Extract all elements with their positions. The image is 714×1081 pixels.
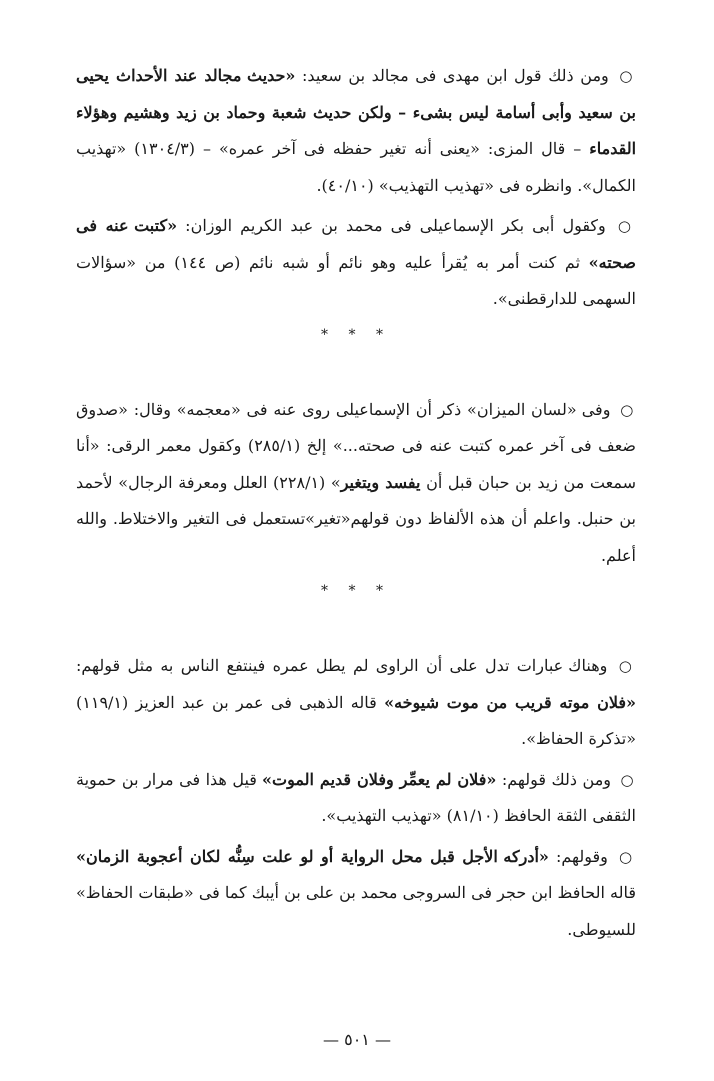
paragraph-text: » (٢٢٨/١) العلل ومعرفة الرجال» لأحمد بن حنبل. واعلم أن هذه الألفاظ دون قولهم«تغير»تستعمل فى التغير والاختلاط. والله أعلم. bbox=[76, 472, 637, 565]
circle-bullet-icon: ○ bbox=[619, 67, 634, 85]
paragraph-4 bbox=[76, 648, 636, 758]
paragraph-text: ثم كنت أمر به يُقرأ عليه وهو نائم أو شبه نائم (ص ١٤٤) من «سؤالات السهمى للدارقطنى». bbox=[76, 252, 636, 308]
circle-bullet-icon: ○ bbox=[620, 770, 635, 789]
paragraph-1 bbox=[76, 58, 636, 204]
paragraph-bold-quote: «فلان موته قريب من موت شيوخه» bbox=[384, 692, 637, 712]
paragraph-text: وهناك عبارات تدل على أن الراوى لم يطل عمره فينتفع الناس به مثل قولهم: bbox=[76, 656, 608, 675]
paragraph-2 bbox=[76, 208, 636, 318]
paragraph-text: وفى «لسان الميزان» ذكر أن الإسماعيلى روى عنه فى «معجمه» وقال: «صدوق ضعف فى آخر عمره كتبت عنه فى صحته...» إلخ (٢٨٥/١) وكقول معمر الرقى: «أنا سمعت من زيد بن حبان قبل أن bbox=[76, 399, 637, 492]
paragraph-bold-quote: «حديث مجالد عند الأحداث يحيى بن سعيد وأبى أسامة ليس بشىء – ولكن حديث شعبة وحماد بن زيد وهشيم وهؤلاء القدماء bbox=[76, 66, 637, 158]
paragraph-text: قاله الحافظ ابن حجر فى السروجى محمد بن على بن أيبك كما فى «طبقات الحفاظ» للسيوطى. bbox=[76, 883, 636, 939]
paragraph-text: وكقول أبى بكر الإسماعيلى فى محمد بن عبد الكريم الوزان: bbox=[177, 216, 606, 235]
paragraph-3 bbox=[76, 392, 636, 575]
paragraph-text: وقولهم: bbox=[548, 846, 608, 866]
paragraph-bold-quote: يفسد ويتغير bbox=[340, 472, 421, 492]
paragraph-text: – قال المزى: «يعنى أنه تغير حفظه فى آخر عمره» – (١٣٠٤/٣) «تهذيب الكمال». وانظره فى «تهذيب التهذيب» (٤٠/١٠). bbox=[76, 139, 636, 195]
circle-bullet-icon: ○ bbox=[618, 657, 635, 675]
paragraph-bold-quote: «أدركه الأجل قبل محل الرواية أو لو علت سِنُّه لكان أعجوبة الزمان» bbox=[76, 846, 549, 866]
circle-bullet-icon: ○ bbox=[618, 847, 635, 866]
paragraph-6 bbox=[76, 839, 636, 949]
paragraph-text: ومن ذلك قولهم: bbox=[496, 769, 612, 789]
paragraph-text: ومن ذلك قول ابن مهدى فى مجالد بن سعيد: bbox=[295, 66, 609, 85]
paragraph-bold-quote: «كتبت عنه فى صحته» bbox=[76, 216, 636, 272]
paragraph-bold-quote: «فلان لم يعمِّر وفلان قديم الموت» bbox=[262, 769, 497, 789]
paragraph-text: قاله الذهبى فى عمر بن عبد العزيز (١١٩/١) «تذكرة الحفاظ». bbox=[76, 692, 636, 748]
section-separator: * * * bbox=[321, 326, 391, 343]
section-separator: * * * bbox=[321, 583, 391, 599]
paragraph-5 bbox=[76, 762, 636, 835]
circle-bullet-icon: ○ bbox=[617, 217, 634, 235]
circle-bullet-icon: ○ bbox=[620, 400, 635, 419]
page-number: — ٥٠١ — bbox=[323, 1030, 391, 1049]
paragraph-text: قيل هذا فى مرار بن حموية الثقفى الثقة الحافظ (٨١/١٠) «تهذيب التهذيب». bbox=[76, 769, 636, 825]
page-body bbox=[76, 58, 636, 952]
